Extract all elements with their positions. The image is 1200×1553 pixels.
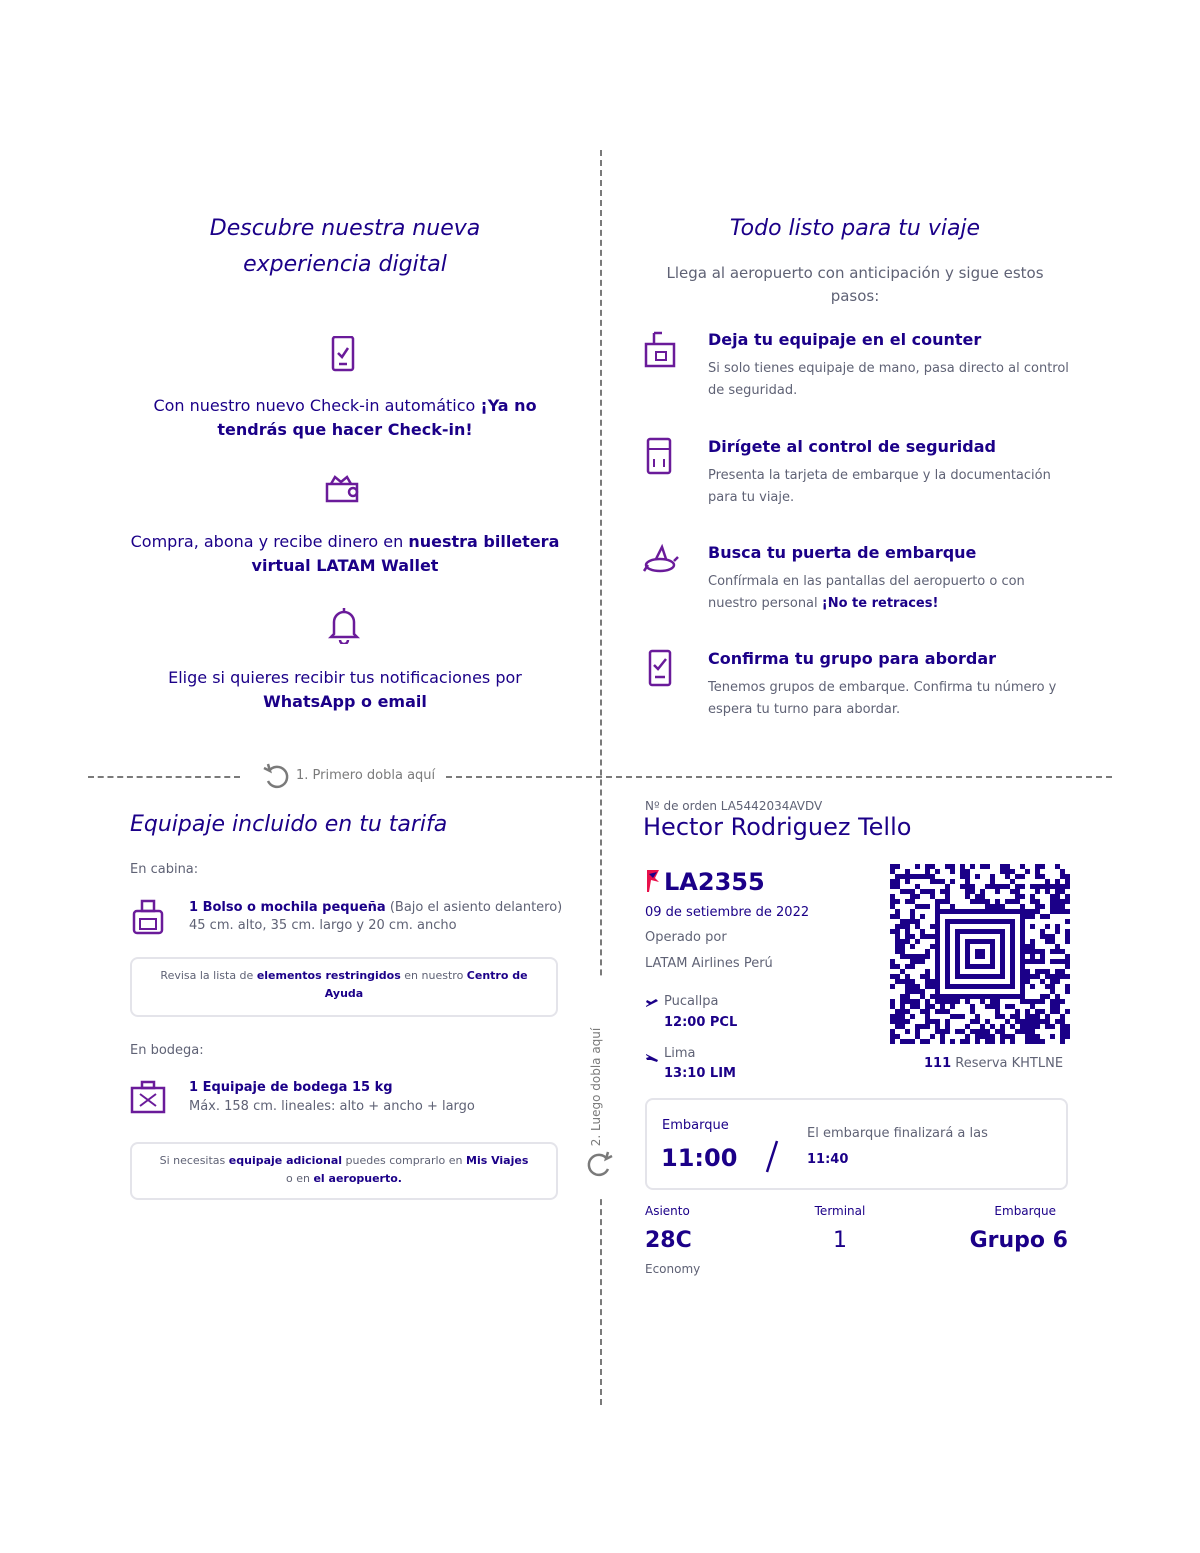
ready-title: Todo listo para tu viaje bbox=[729, 216, 981, 241]
fold-label-second: 2. Luego dobla aquí bbox=[589, 977, 603, 1197]
latam-logo-icon bbox=[645, 868, 661, 894]
airplane-gate-icon bbox=[640, 543, 680, 583]
fold-label-first: 1. Primero dobla aquí bbox=[296, 768, 436, 783]
feature-wallet-text: Compra, abona y recibe dinero en nuestra billetera virtual LATAM Wallet bbox=[130, 532, 560, 575]
feature-checkin-text: Con nuestro nuevo Check-in automático ¡Ya no tendrás que hacer Check-in! bbox=[153, 396, 537, 439]
group-check-icon bbox=[640, 649, 680, 689]
boarding-end-label: El embarque finalizará a las bbox=[807, 1126, 988, 1141]
boarding-time-box bbox=[645, 1098, 1068, 1190]
cabin-item: 1 Bolso o mochila pequeña (Bajo el asiento delantero) bbox=[189, 900, 563, 915]
operator-name: LATAM Airlines Perú bbox=[645, 956, 773, 971]
rotate-arrow-icon-2 bbox=[584, 1150, 614, 1180]
boarding-end-time: 11:40 bbox=[807, 1152, 849, 1167]
hold-label: En bodega: bbox=[130, 1043, 204, 1058]
order-number: Nº de orden LA5442034AVDV bbox=[645, 799, 823, 813]
rotate-arrow-icon bbox=[262, 762, 292, 792]
hold-item-dimensions: Máx. 158 cm. lineales: alto + ancho + largo bbox=[189, 1099, 475, 1114]
backpack-icon bbox=[130, 897, 166, 937]
horizontal-fold-line-right bbox=[446, 776, 1112, 778]
flight-number: LA2355 bbox=[664, 868, 765, 896]
ready-subtitle: Llega al aeropuerto con anticipación y sigue estos pasos: bbox=[666, 264, 1044, 305]
wallet-icon bbox=[325, 474, 363, 504]
operated-by-label: Operado por bbox=[645, 930, 727, 945]
cabin-class: Economy bbox=[645, 1262, 701, 1276]
help-center-link[interactable]: Centro de Ayuda bbox=[324, 969, 528, 1000]
reservation-code: 111 Reserva KHTLNE bbox=[924, 1056, 1064, 1071]
landing-icon bbox=[645, 1048, 659, 1060]
origin-time: 12:00 PCL bbox=[664, 1015, 738, 1030]
cabin-label: En cabina: bbox=[130, 862, 199, 877]
destination-city: Lima bbox=[664, 1046, 696, 1061]
security-control-icon bbox=[640, 437, 680, 477]
origin-city: Pucallpa bbox=[664, 994, 719, 1009]
restricted-items-link[interactable]: elementos restringidos bbox=[256, 969, 401, 982]
flight-date: 09 de setiembre de 2022 bbox=[645, 905, 810, 920]
slash-divider bbox=[765, 1138, 779, 1176]
destination-time: 13:10 LIM bbox=[664, 1066, 736, 1081]
restricted-items-notice: Revisa la lista de elementos restringidos en nuestro Centro de Ayuda bbox=[130, 957, 558, 1017]
hold-item: 1 Equipaje de bodega 15 kg bbox=[189, 1080, 393, 1095]
extra-baggage-notice: Si necesitas equipaje adicional puedes comprarlo en Mis Viajes o en el aeropuerto. bbox=[130, 1142, 558, 1200]
bell-icon bbox=[328, 606, 360, 644]
passenger-name: Hector Rodriguez Tello bbox=[643, 813, 912, 841]
horizontal-fold-line-left bbox=[88, 776, 240, 778]
checked-suitcase-icon bbox=[130, 1080, 166, 1116]
terminal-value: 1 bbox=[833, 1228, 847, 1253]
group-value: Grupo 6 bbox=[969, 1228, 1068, 1253]
boarding-time: 11:00 bbox=[661, 1144, 738, 1172]
takeoff-icon bbox=[645, 995, 659, 1007]
boarding-qr-code bbox=[890, 864, 1070, 1044]
seat-value: 28C bbox=[645, 1228, 692, 1253]
boarding-label: Embarque bbox=[662, 1118, 729, 1133]
baggage-title: Equipaje incluido en tu tarifa bbox=[130, 812, 448, 837]
terminal-label: Terminal bbox=[814, 1204, 866, 1218]
cabin-item-dimensions: 45 cm. alto, 35 cm. largo y 20 cm. ancho bbox=[189, 918, 457, 933]
feature-notifications-text: Elige si quieres recibir tus notificaciones por WhatsApp o email bbox=[168, 668, 522, 711]
seat-label: Asiento bbox=[645, 1204, 690, 1218]
suitcase-counter-icon bbox=[640, 330, 680, 370]
digital-experience-title: Descubre nuestra nueva experiencia digital bbox=[209, 216, 481, 277]
phone-check-icon bbox=[329, 336, 357, 372]
group-label: Embarque bbox=[994, 1204, 1056, 1218]
my-trips-link[interactable]: Mis Viajes bbox=[466, 1154, 529, 1167]
